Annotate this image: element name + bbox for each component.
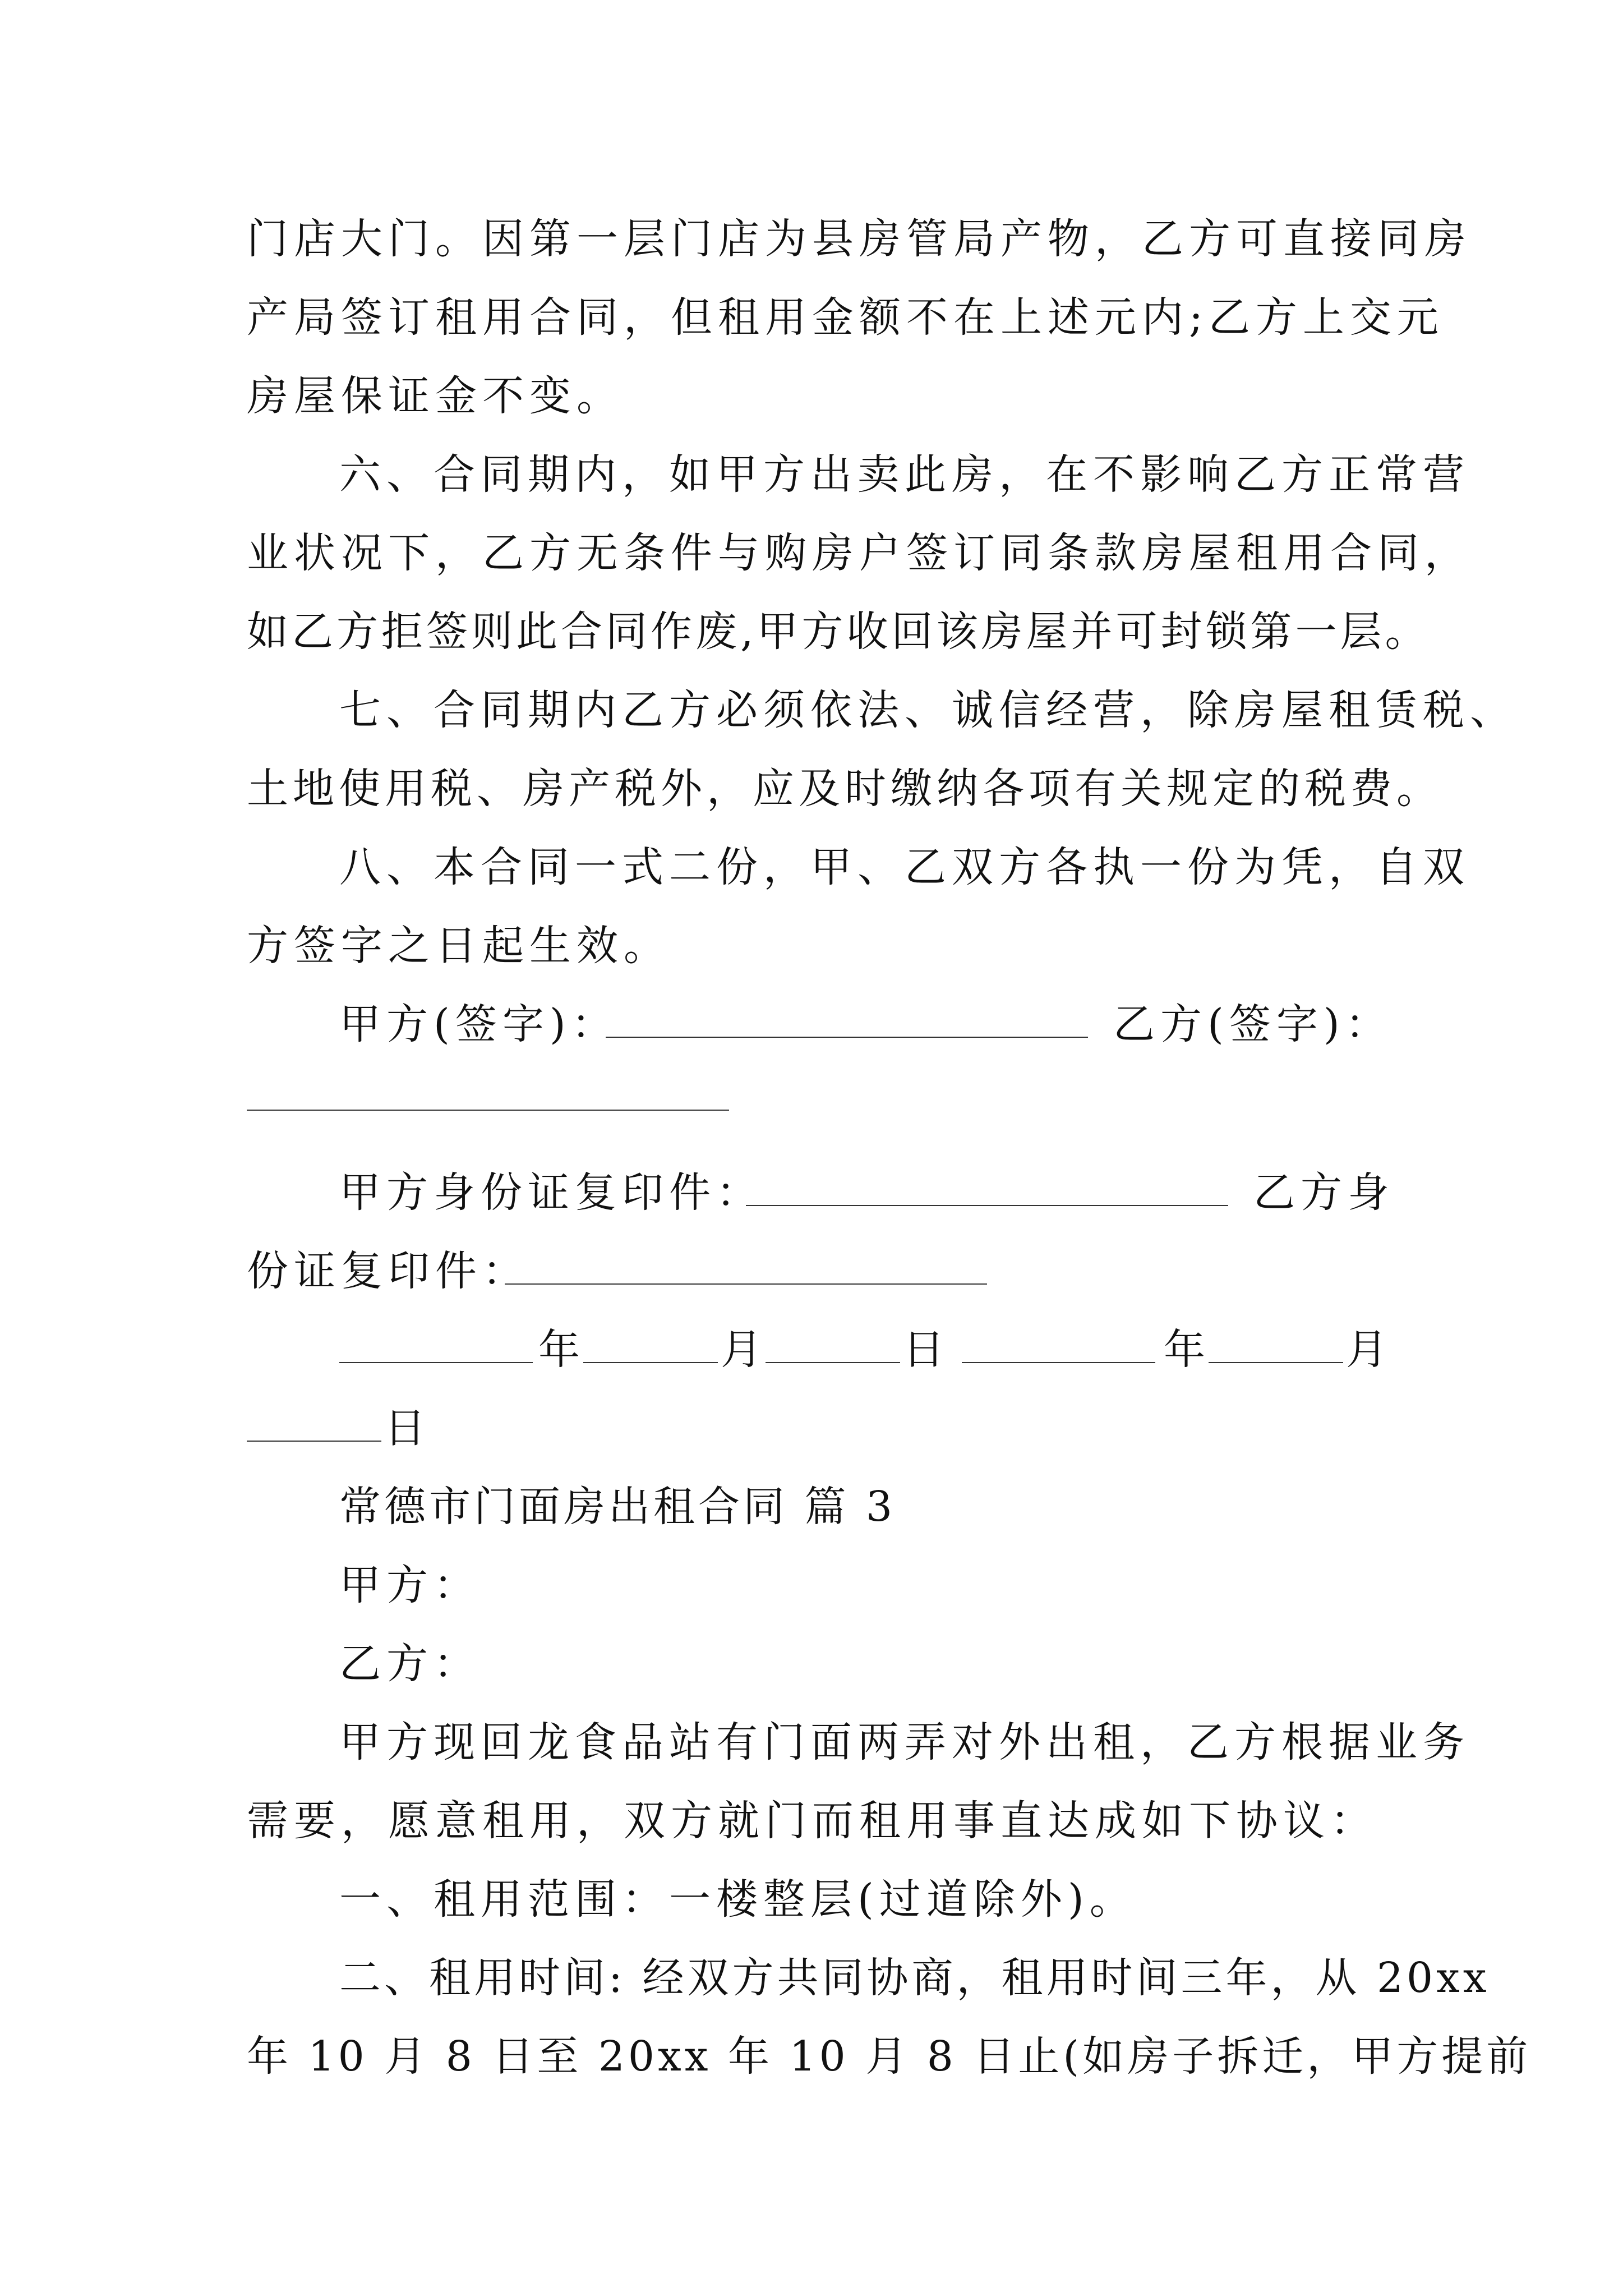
day-label: 日: [903, 1326, 950, 1374]
party-a-signature-label: 甲方(签字)：: [339, 1000, 619, 1048]
text-line: 如乙方拒签则此合同作废,甲方收回该房屋并可封锁第一层。: [247, 608, 1430, 656]
text-line: 甲方现回龙食品站有门面两弄对外出租，乙方根据业务: [339, 1718, 1470, 1766]
text-line: 土地使用税、房产税外，应及时缴纳各项有关规定的税费。: [247, 765, 1442, 813]
party-b-signature-line: [247, 1110, 729, 1111]
year-label: 年: [538, 1326, 585, 1374]
party-a-day-blank: [766, 1362, 900, 1363]
party-a-signature-line: [606, 1037, 1088, 1038]
party-b-year-blank: [962, 1362, 1155, 1363]
party-a-month-blank: [583, 1362, 718, 1363]
clause-two: 二、租用时间: 经双方共同协商，租用时间三年，从 20xx: [339, 1954, 1490, 2002]
paragraph-eight: 八、本合同一式二份，甲、乙双方各执一份为凭，自双: [339, 843, 1470, 891]
section-heading: 常德市门面房出租合同 篇 3: [339, 1483, 896, 1531]
party-a-id-line: [746, 1205, 1228, 1206]
paragraph-six: 六、合同期内，如甲方出卖此房，在不影响乙方正常营: [339, 450, 1470, 499]
party-b-label: 乙方：: [339, 1640, 481, 1688]
party-b-id-label-part1: 乙方身: [1253, 1168, 1395, 1217]
text-line: 方签字之日起生效。: [247, 922, 671, 970]
text-line: 年 10 月 8 日至 20xx 年 10 月 8 日止(如房子拆迁，甲方提前: [247, 2032, 1532, 2081]
paragraph-seven: 七、合同期内乙方必须依法、诚信经营，除房屋租赁税、: [339, 686, 1517, 734]
party-a-label: 甲方：: [339, 1561, 481, 1609]
party-b-id-line: [505, 1283, 987, 1285]
year-label: 年: [1164, 1326, 1211, 1374]
party-b-signature-label: 乙方(签字)：: [1113, 1000, 1393, 1048]
party-b-month-blank: [1209, 1362, 1343, 1363]
text-line: 需要，愿意租用，双方就门而租用事直达成如下协议：: [247, 1797, 1377, 1845]
party-b-day-blank: [247, 1441, 381, 1442]
text-line: 产局签订租用合同，但租用金额不在上述元内;乙方上交元: [247, 293, 1444, 342]
text-line: 房屋保证金不变。: [247, 372, 624, 420]
text-line: 业状况下，乙方无条件与购房户签订同条款房屋租用合同，: [247, 529, 1472, 577]
party-a-year-blank: [339, 1362, 533, 1363]
day-label: 日: [384, 1404, 431, 1452]
month-label: 月: [721, 1326, 768, 1374]
party-a-id-label: 甲方身份证复印件：: [339, 1168, 763, 1217]
text-line: 门店大门。因第一层门店为县房管局产物，乙方可直接同房: [247, 215, 1472, 263]
month-label: 月: [1346, 1326, 1393, 1374]
party-b-id-label-part2: 份证复印件：: [247, 1247, 529, 1295]
clause-one: 一、租用范围：一楼整层(过道除外)。: [339, 1875, 1137, 1924]
